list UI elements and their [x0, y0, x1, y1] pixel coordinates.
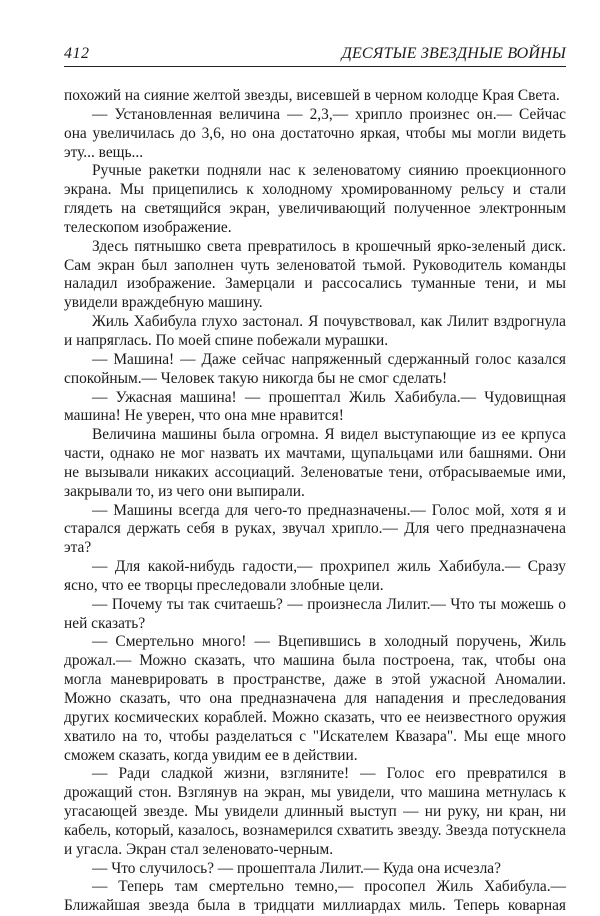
paragraph: — Ради сладкой жизни, взгляните! — Голос его превратился в дрожащий стон. Взглянув на экран, мы увидели, что машина метнулась к угасающей звезде. Мы увидели длинный выступ — ни руку, ни кран, ни кабель, который, казалось, вознамерился схватить звезду. Звезда потускнела и угасла. Экран стал зеленовато-черным. [64, 765, 566, 858]
paragraph: — Для какой-нибудь гадости,— прохрипел жиль Хабибула.— Сразу ясно, что ее творцы преследовали злобные цели. [64, 558, 566, 594]
paragraph: — Почему ты так считаешь? — произнесла Лилит.— Что ты можешь о ней сказать? [64, 595, 566, 632]
paragraph: — Машина! — Даже сейчас напряженный сдержанный голос казался спокойным.— Человек такую никогда бы не смог сделать! [64, 350, 566, 387]
paragraph: Ручные ракетки подняли нас к зеленоватому сиянию проекционного экрана. Мы прицепились к холодному хромированному рельсу и стали глядеть на светящийся экран, увеличивающий полученное электронным телескопом изображение. [64, 162, 566, 236]
running-header [64, 44, 566, 67]
paragraph: похожий на сияние желтой звезды, висевшей в черном колодце Края Света. [64, 87, 560, 104]
paragraph-continued: — Теперь там смертельно темно,— просопел Жиль Хабибула.— Ближайшая звезда была в тридцати миллиардах миль. Теперь коварная [64, 878, 566, 915]
paragraph: — Смертельно много! — Вцепившись в холодный поручень, Жиль дрожал.— Можно сказать, что машина была построена, так, чтобы она могла маневрировать в пространстве, даже в этой ужасной Аномалии. Можно сказать, что она предназначена для нападения и преследования других космических кораблей. Можно сказать, что ее неизвестного оружия хватило на то, чтобы разделаться с "Искателем Квазара". Мы еще много сможем сказать, когда увидим ее в действии. [64, 633, 566, 764]
running-title: ДЕСЯТЫЕ ЗВЕЗДНЫЕ ВОЙНЫ [341, 45, 566, 62]
paragraph: — Машины всегда для чего-то предназначены.— Голос мой, хотя я и старался держать себя в руках, звучал хрипло.— Для чего предназначена эта? [64, 501, 566, 557]
paragraph: Величина машины была огромна. Я видел выступающие из ее крпуса части, однако не мог назвать их мачтами, щупальцами или башнями. Они не вызывали никаких ассоциаций. Зеленоватые тени, отбрасываемые ими, закрывали то, из чего они выпирали. [64, 426, 566, 500]
paragraph: — Что случилось? — прошептала Лилит.— Куда она исчезла? [92, 859, 501, 877]
paragraph: — Установленная величина — 2,3,— хрипло произнес он.— Сейчас она увеличилась до 3,6, но она достаточно яркая, чтобы мы могли видеть эту... вещь... [64, 105, 566, 161]
book-page [64, 44, 566, 916]
page-body [64, 87, 566, 916]
page-number: 412 [64, 45, 90, 62]
paragraph: — Ужасная машина! — прошептал Жиль Хабибула.— Чудовищная машина! Не уверен, что она мне нравится! [64, 388, 566, 425]
paragraph: Жиль Хабибула глухо застонал. Я почувствовал, как Лилит вздрогнула и напряглась. По моей спине побежали мурашки. [64, 313, 566, 349]
paragraph: Здесь пятнышко света превратилось в крошечный ярко-зеленый диск. Сам экран был заполнен чуть зеленоватой тьмой. Руководитель команды наладил изображение. Замерцали и рассосались туманные тени, и мы увидели враждебную машину. [64, 237, 566, 312]
